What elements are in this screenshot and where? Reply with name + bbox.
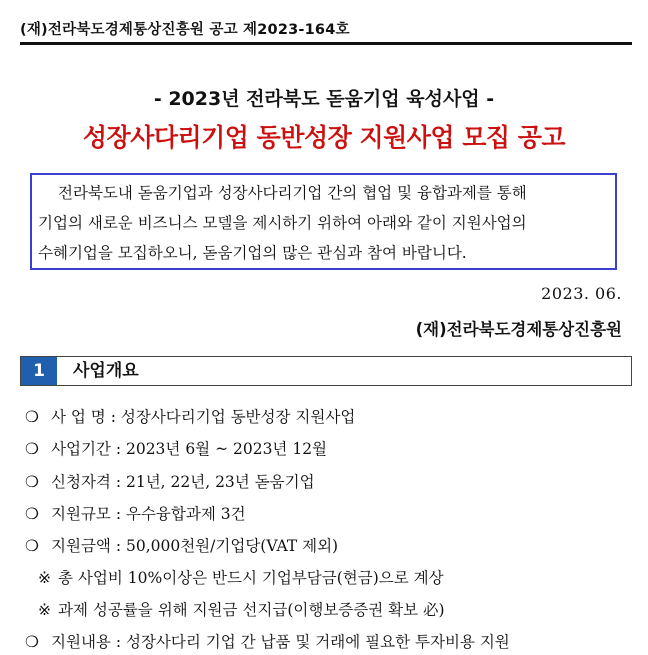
circle-bullet-icon: ❍ [25, 473, 39, 491]
intro-line: 수혜기업을 모집하오니, 돋움기업의 많은 관심과 참여 바랍니다. [38, 244, 467, 262]
intro-paragraph [38, 178, 613, 268]
circle-bullet-icon: ❍ [25, 633, 39, 651]
overview-item: ❍ 지원내용 : 성장사다리 기업 간 납품 및 거래에 필요한 투자비용 지원 [25, 633, 510, 651]
intro-line: 기업의 새로운 비즈니스 모델을 제시하기 위하여 아래와 같이 지원사업의 [38, 214, 527, 232]
overview-item: ❍ 사 업 명 : 성장사다리기업 동반성장 지원사업 [25, 408, 356, 426]
overview-item: ❍ 지원금액 : 50,000천원/기업당(VAT 제외) [25, 537, 339, 555]
circle-bullet-icon: ❍ [25, 537, 39, 555]
overview-item: ❍ 사업기간 : 2023년 6월 ~ 2023년 12월 [25, 440, 328, 458]
organization-name: (재)전라북도경제통상진흥원 [415, 320, 622, 339]
overview-note: ※ 과제 성공률을 위해 지원금 선지급(이행보증증권 확보 必) [38, 601, 445, 619]
circle-bullet-icon: ❍ [25, 440, 39, 458]
section-heading [20, 356, 632, 386]
announcement-date: 2023. 06. [541, 284, 622, 303]
section-title: 사업개요 [73, 361, 139, 381]
overview-item: ❍ 지원규모 : 우수융합과제 3건 [25, 505, 246, 523]
notice-number-line: (재)전라북도경제통상진흥원 공고 제2023-164호 [20, 22, 350, 38]
announcement-subtitle: - 2023년 전라북도 돋움기업 육성사업 - [153, 88, 495, 110]
reference-mark-icon: ※ [38, 569, 51, 587]
circle-bullet-icon: ❍ [25, 505, 39, 523]
overview-note: ※ 총 사업비 10%이상은 반드시 기업부담금(현금)으로 계상 [38, 569, 444, 587]
section-number-badge: 1 [21, 357, 57, 385]
circle-bullet-icon: ❍ [25, 408, 39, 426]
announcement-title: 성장사다리기업 동반성장 지원사업 모집 공고 [82, 123, 566, 152]
reference-mark-icon: ※ [38, 601, 51, 619]
intro-line: 전라북도내 돋움기업과 성장사다리기업 간의 협업 및 융합과제를 통해 [58, 184, 527, 202]
header-divider [20, 42, 632, 45]
overview-item: ❍ 신청자격 : 21년, 22년, 23년 돋움기업 [25, 473, 315, 491]
